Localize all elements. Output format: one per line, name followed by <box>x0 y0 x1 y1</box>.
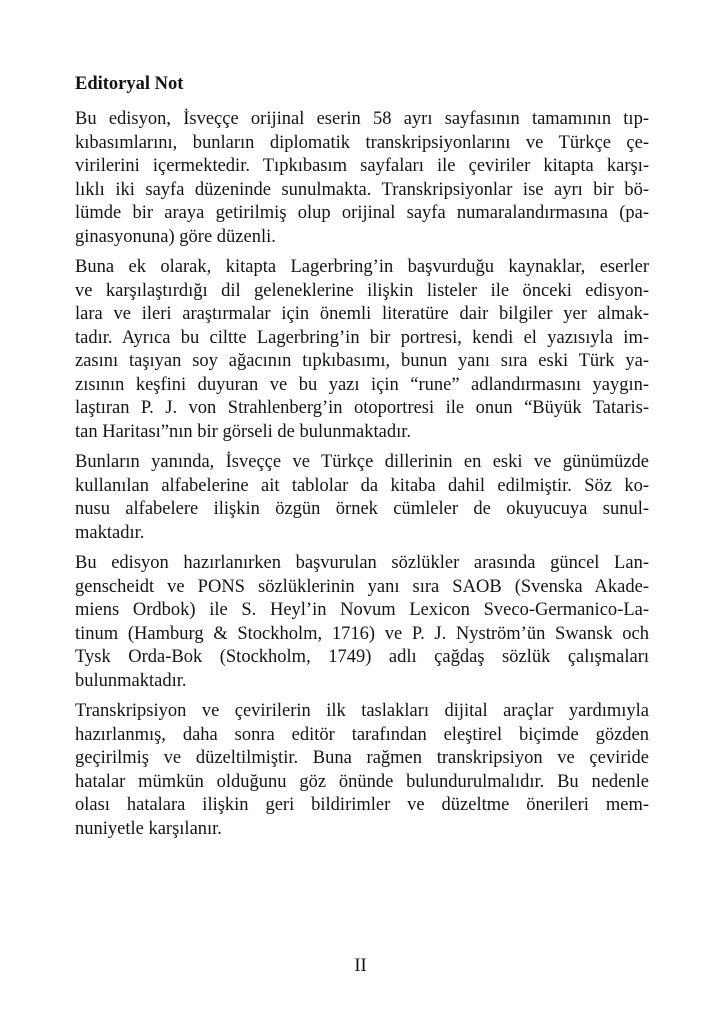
paragraph-line: hatalar mümkün olduğunu göz önünde bulundurulmalıdır. Bu nedenle <box>75 771 649 792</box>
paragraph-line: virilerini içermektedir. Tıpkıbasım sayfaları ile çeviriler kitapta karşı- <box>75 156 649 176</box>
page-number: II <box>354 956 367 976</box>
paragraph-line: Bu edisyon, İsveççe orijinal eserin 58 ayrı sayfasının tamamının tıp- <box>75 109 649 129</box>
page-body <box>75 72 649 848</box>
paragraph-1 <box>75 108 649 249</box>
paragraph-2 <box>75 256 649 444</box>
paragraph-line: zısının keşfini duyuran ve bu yazı için “rune” adlandırmasını yaygın- <box>75 374 649 395</box>
paragraph-3 <box>75 451 649 545</box>
section-heading: Editoryal Not <box>75 74 184 94</box>
paragraph-line: bulunmaktadır. <box>75 670 187 691</box>
paragraph-line: Bunların yanında, İsveççe ve Türkçe dillerinin en eski ve günümüzde <box>75 452 649 472</box>
paragraph-line: olası hatalara ilişkin geri bildirimler ve düzeltme önerileri mem- <box>75 795 649 815</box>
paragraph-line: ginasyonuna) göre düzenli. <box>75 226 276 247</box>
paragraph-4 <box>75 552 649 693</box>
paragraph-line: Tysk Orda-Bok (Stockholm, 1749) adlı çağdaş sözlük çalışmaları <box>75 647 649 667</box>
paragraph-line: lümde bir araya getirilmiş olup orijinal sayfa numaralandırmasına (pa- <box>75 203 649 223</box>
paragraph-line: maktadır. <box>75 522 145 543</box>
paragraph-line: nuniyetle karşılanır. <box>75 818 222 839</box>
paragraph-line: laştıran P. J. von Strahlenberg’in otoportresi ile onun “Büyük Tataris- <box>75 398 649 418</box>
paragraph-line: tadır. Ayrıca bu ciltte Lagerbring’in bir portresi, kendi el yazısıyla im- <box>75 327 649 348</box>
paragraph-line: zasını taşıyan soy ağacının tıpkıbasımı, bunun yanı sıra eski Türk ya- <box>75 351 649 371</box>
paragraph-line: tinum (Hamburg & Stockholm, 1716) ve P. J. Nyström’ün Swansk och <box>75 623 649 644</box>
paragraph-line: kıbasımlarını, bunların diplomatik transkripsiyonlarını ve Türkçe çe- <box>75 132 649 153</box>
paragraph-line: Buna ek olarak, kitapta Lagerbring’in başvurduğu kaynaklar, eserler <box>75 257 649 277</box>
paragraph-line: kullanılan alfabelerine ait tablolar da kitaba dahil edilmiştir. Söz ko- <box>75 475 649 496</box>
paragraph-5 <box>75 700 649 841</box>
paragraph-line: Transkripsiyon ve çevirilerin ilk taslakları dijital araçlar yardımıyla <box>75 701 649 721</box>
paragraph-line: geçirilmiş ve düzeltilmiştir. Buna rağmen transkripsiyon ve çeviride <box>75 748 649 768</box>
paragraph-line: nusu alfabelere ilişkin özgün örnek cümleler de okuyucuya sunul- <box>75 499 649 519</box>
paragraph-line: lara ve ileri araştırmalar için önemli literatüre dair bilgiler yer almak- <box>75 304 649 324</box>
paragraph-line: Bu edisyon hazırlanırken başvurulan sözlükler arasında güncel Lan- <box>75 553 649 573</box>
paragraph-line: lıklı iki sayfa düzeninde sunulmakta. Transkripsiyonlar ise ayrı bir bö- <box>75 179 649 200</box>
paragraph-line: ve karşılaştırdığı dil geleneklerine ilişkin listeler ile önceki edisyon- <box>75 280 649 301</box>
paragraph-line: hazırlanmış, daha sonra editör tarafından eleştirel biçimde gözden <box>75 724 649 745</box>
paragraph-line: tan Haritası”nın bir görseli de bulunmaktadır. <box>75 421 411 442</box>
paragraph-line: genscheidt ve PONS sözlüklerinin yanı sıra SAOB (Svenska Akade- <box>75 576 649 597</box>
paragraph-line: miens Ordbok) ile S. Heyl’in Novum Lexicon Sveco-Germanico-La- <box>75 600 649 620</box>
